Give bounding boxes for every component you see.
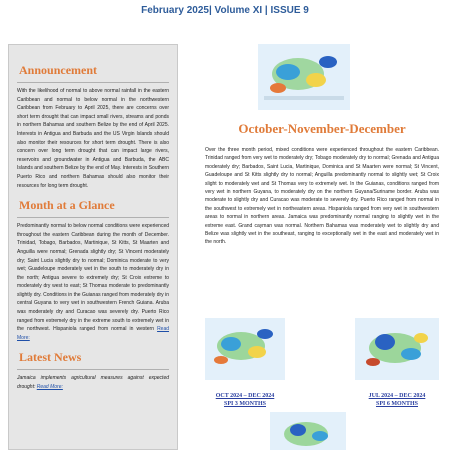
news-text: Jamaica implements agricultural measures against expected drought: xyxy=(17,375,169,391)
spi-map-3-months xyxy=(205,318,285,380)
caption-3-months-label: SPI 3 MONTHS xyxy=(223,401,266,407)
caption-6-months-dates: JUL 2024 – DEC 2024 xyxy=(368,393,426,399)
divider xyxy=(17,82,169,83)
caption-6-months xyxy=(349,392,445,408)
news-read-more-link[interactable]: Read More: xyxy=(36,384,63,391)
spi-map-bottom-graphic xyxy=(270,412,346,450)
caption-6-months-label: SPI 6 MONTHS xyxy=(375,401,418,407)
sidebar xyxy=(8,44,178,450)
announcement-text: With the likelihood of normal to above normal rainfall in the eastern Caribbean and normal to below normal in the northwestern Caribbean from February to April 2025, there are concerns over short term drought that can impact small rivers, streams and ponds in northern Bahamas and southern Belize by the end of April 2025. Interests in Antigua and Barbuda and the US Virgin Islands should also monitor their resources for short term drought. There is also concern over long term drought that can impact large rivers, reservoirs and groundwater in Antigua and Barbuda, the ABC Islands and southern Belize by the end of May. Interests in Southern Puerto Rico and northern Bahamas should also monitor their resources for long term drought. xyxy=(17,88,169,189)
spi-6-map-graphic xyxy=(355,318,439,380)
announcement-title: Announcement xyxy=(19,63,98,77)
month-at-a-glance-text xyxy=(17,222,169,342)
spi-3-map-graphic xyxy=(205,318,285,380)
month-at-a-glance-title: Month at a Glance xyxy=(19,198,115,213)
divider xyxy=(17,369,169,370)
section-title: October-November-December xyxy=(238,121,406,136)
month-text: Predominantly normal to below normal conditions were experienced throughout the eastern Caribbean during the month of December. Trinidad, Tobago, Barbados, Martinique, St Kitts, St Maarten and Anguilla were normal; Grenada slightly dry; St Vincent moderately dry; Saint Lucia slightly dry to normal; Dominica moderate to very wet; Guadeloupe moderately wet in the south to moderately dry in the north; Antigua severe to extremely dry; St Croix extreme to moderately dry west to east; St Thomas moderate to predominantly slightly dry. Conditions in the Guianas ranged from moderately dry in central Guyana to very wet in southwestern French Guiana. Aruba was moderately dry and Curacao was severely dry. Puerto Rico ranged from extremely dry in the extreme south to extremely wet in the northwest. Hispaniola ranged from normal in western xyxy=(17,223,169,333)
news-item xyxy=(17,374,169,391)
spi-map-top xyxy=(258,44,350,110)
issue-header xyxy=(0,0,450,14)
latest-news-title: Latest News xyxy=(19,350,82,365)
caption-3-months xyxy=(195,392,295,408)
spi-map-6-months xyxy=(355,318,439,380)
read-more-link[interactable]: Read More: xyxy=(17,326,170,341)
issue-line: February 2025| Volume XI | ISSUE 9 xyxy=(141,5,309,16)
spi-map-top-graphic xyxy=(258,44,350,110)
caption-3-months-dates: OCT 2024 – DEC 2024 xyxy=(215,393,275,399)
section-text: Over the three month period, mixed conditions were experienced throughout the eastern Caribbean. Trinidad ranged from very wet to moderately dry; Tobago moderately dry to normal; Grenada and Antigua moderately dry; Barbados, Saint Lucia, Martinique, Dominica and St Maarten were normal; St Vincent, Guadeloupe and St Kitts slightly dry to normal; Anguilla predominantly normal to slightly wet; St Croix slight to moderately wet and St Thomas very to extremely wet. In the Guianas, conditions ranged from very wet in northern Guyana, to moderately dry on the northern Guyana/Suriname border. Aruba was moderate to slightly dry and Curacao was moderate to severely dry. Puerto Rico ranged from normal in the southwest to extremely wet in northeastern areas. Hispaniola ranged from very wet in southwestern areas to normal in northern areas. Jamaica was predominantly normal ranging to slightly wet in the extreme east. Grand cayman was normal. Northern Bahamas was moderately wet to slightly dry and Belize was slightly wet in the southeast, ranging to exceptionally wet in the east and moderately wet in the north. xyxy=(205,147,439,246)
divider xyxy=(17,217,169,218)
spi-map-bottom xyxy=(270,412,346,450)
